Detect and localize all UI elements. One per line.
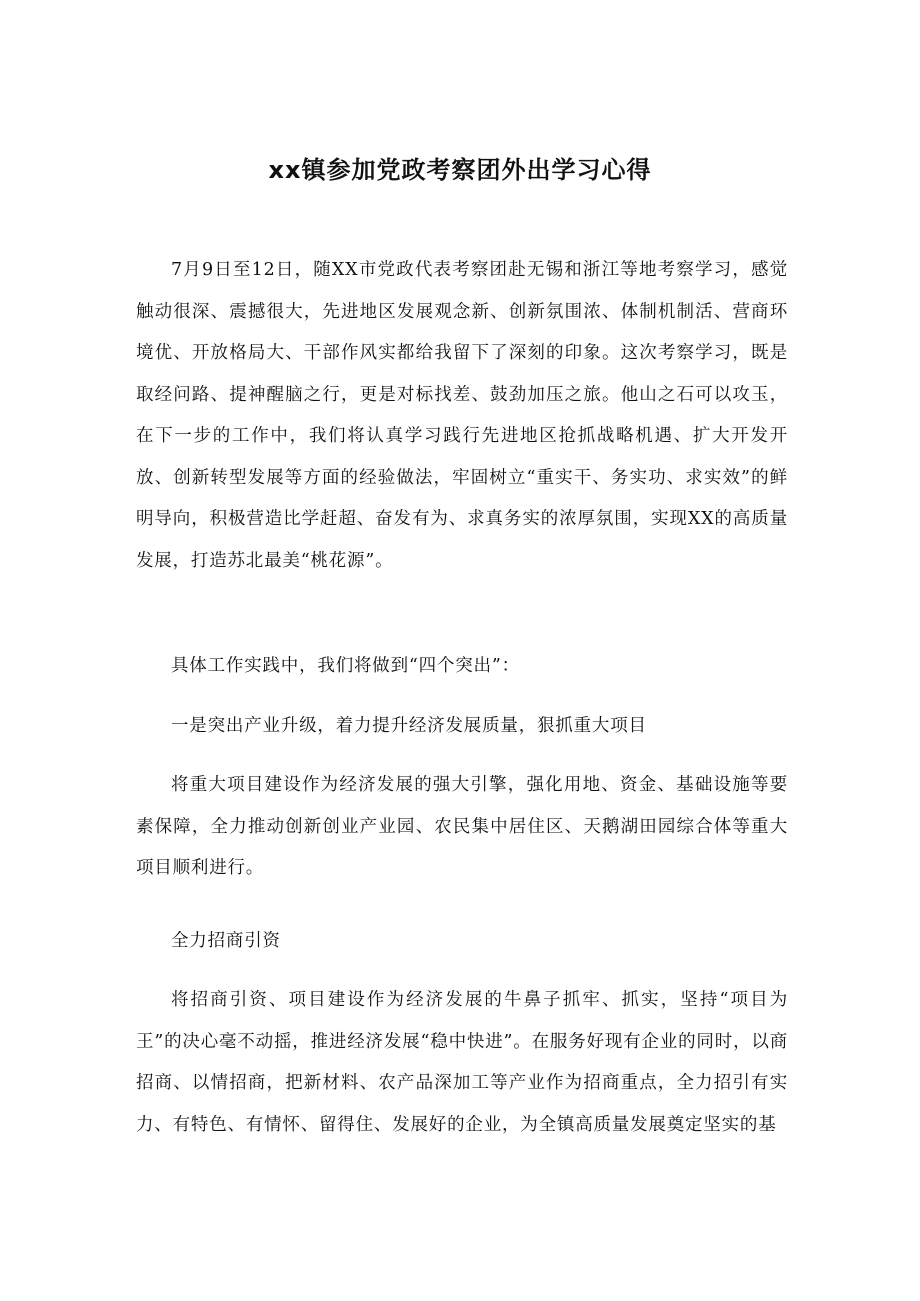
paragraph-four-highlights: 具体工作实践中，我们将做到“四个突出”：: [171, 656, 520, 676]
paragraph-investment: 将招商引资、项目建设作为经济发展的牛鼻子抓牢、抓实，坚持“项目为王”的决心毫不动摇，推进经济发展“稳中快进”。在服务好现有企业的同时，以商招商、以情招商，把新材料、农产品深加工等产业作为招商重点，全力招引有实力、有特色、有情怀、留得住、发展好的企业，为全镇高质量发展奠定坚实的基: [136, 990, 788, 1135]
paragraph-major-projects: 将重大项目建设作为经济发展的强大引擎，强化用地、资金、基础设施等要素保障，全力推动创新创业产业园、农民集中居住区、天鹅湖田园综合体等重大项目顺利进行。: [136, 775, 788, 878]
paragraph-heading-investment: 全力招商引资: [171, 931, 281, 951]
document-title: xx镇参加党政考察团外出学习心得: [268, 156, 652, 185]
paragraph-heading-industry: 一是突出产业升级，着力提升经济发展质量，狠抓重大项目: [171, 716, 647, 736]
paragraph-intro: 7月9日至12日，随XX市党政代表考察团赴无锡和浙江等地考察学习，感觉触动很深、震撼很大，先进地区发展观念新、创新氛围浓、体制机制活、营商环境优、开放格局大、干部作风实都给我留下了深刻的印象。这次考察学习，既是取经问路、提神醒脑之行，更是对标找差、鼓劲加压之旅。他山之石可以攻玉，在下一步的工作中，我们将认真学习践行先进地区抢抓战略机遇、扩大开发开放、创新转型发展等方面的经验做法，牢固树立“重实干、务实功、求实效”的鲜明导向，积极营造比学赶超、奋发有为、求真务实的浓厚氛围，实现XX的高质量发展，打造苏北最美“桃花源”。: [136, 260, 788, 571]
